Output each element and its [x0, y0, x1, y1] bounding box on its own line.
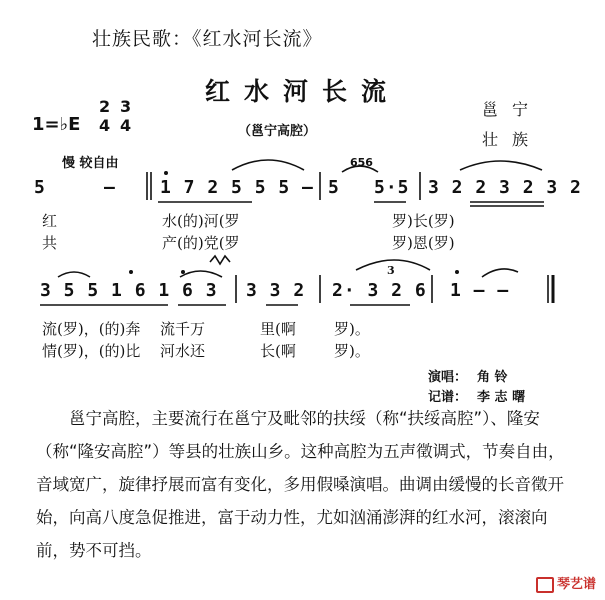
lyric: 流千万: [160, 320, 206, 338]
lyric: 情(罗)，(的)比: [42, 342, 141, 360]
tempo-marking: 慢 较自由: [62, 156, 119, 171]
key-signature: 1=♭E: [32, 114, 81, 135]
lyric: 长(啊: [260, 342, 296, 360]
lyric: 共: [42, 234, 58, 252]
lyric: 罗)长(罗): [392, 212, 455, 230]
grace-notes: 656: [350, 156, 373, 169]
octave-dot: [455, 270, 459, 274]
singer-name: 角 铃: [477, 370, 508, 385]
note-group: 5·5: [374, 177, 410, 198]
slur: [180, 271, 222, 277]
slur: [482, 269, 518, 277]
origin-ethnic: 壮族: [482, 130, 543, 149]
meter-top-2: 3: [120, 97, 132, 116]
recorder-label: 记谱：: [428, 390, 468, 405]
song-title: 红水河长流: [204, 77, 400, 106]
note-group: 5: [34, 177, 46, 198]
note-group: 1 — —: [450, 280, 510, 301]
logo-icon: [536, 577, 554, 593]
slur: [232, 160, 304, 170]
lyric: 流(罗)，(的)奔: [42, 320, 141, 338]
triplet-mark: 3: [387, 264, 395, 277]
note-group: 3 2 2 3 2 3 2: [428, 177, 582, 198]
lyric: 罗)。: [334, 342, 370, 360]
slur: [356, 260, 430, 270]
lyric: 罗)。: [334, 320, 370, 338]
origin-place: 邕宁: [482, 100, 543, 119]
note-group: —: [104, 177, 116, 198]
note-group: 5: [328, 177, 340, 198]
octave-dot: [164, 171, 168, 175]
octave-dot: [129, 270, 133, 274]
trill-mark: [210, 256, 230, 264]
watermark-logo: [536, 573, 596, 593]
song-subtitle: （邕宁高腔）: [238, 124, 317, 139]
recorder-name: 李 志 曙: [477, 390, 526, 405]
meter-top-1: 2: [99, 97, 111, 116]
note-group: 3 5 5 1 6 1 6 3: [40, 280, 218, 301]
singer-credit: [428, 366, 508, 385]
lyric: 里(啊: [260, 320, 296, 338]
singer-label: 演唱：: [428, 370, 468, 385]
description-paragraph: 邕宁高腔，主要流行在邕宁及毗邻的扶绥（称“扶绥高腔”）、隆安（称“隆安高腔”）等县的壮族山乡。这种高腔为五声徵调式，节奏自由，音域宽广，旋律抒展而富有变化，多用假嗓演唱。曲调由缓慢的长音徵开始，向高八度急促推进，富于动力性，尤如汹涌澎湃的红水河，滚滚向前，势不可挡。: [36, 409, 565, 560]
note-group: 3 3 2: [246, 280, 306, 301]
slur: [342, 166, 378, 172]
lyric: 罗)恩(罗): [392, 234, 455, 252]
meter-bottom-2: 4: [120, 116, 132, 135]
note-group: 2· 3 2 6: [332, 280, 427, 301]
watermark-text: 琴艺谱: [557, 577, 597, 592]
lyric: 产(的)党(罗: [162, 234, 240, 252]
header-title: 壮族民歌：《红水河长流》: [92, 28, 323, 50]
lyric: 水(的)河(罗: [162, 212, 240, 230]
meter-bottom-1: 4: [99, 116, 111, 135]
slur: [460, 161, 542, 170]
note-group: 1 7 2 5 5 5 —: [160, 177, 314, 198]
octave-dot: [181, 270, 185, 274]
slur: [58, 272, 90, 277]
lyric: 河水还: [160, 342, 206, 360]
lyric: 红: [42, 212, 58, 230]
